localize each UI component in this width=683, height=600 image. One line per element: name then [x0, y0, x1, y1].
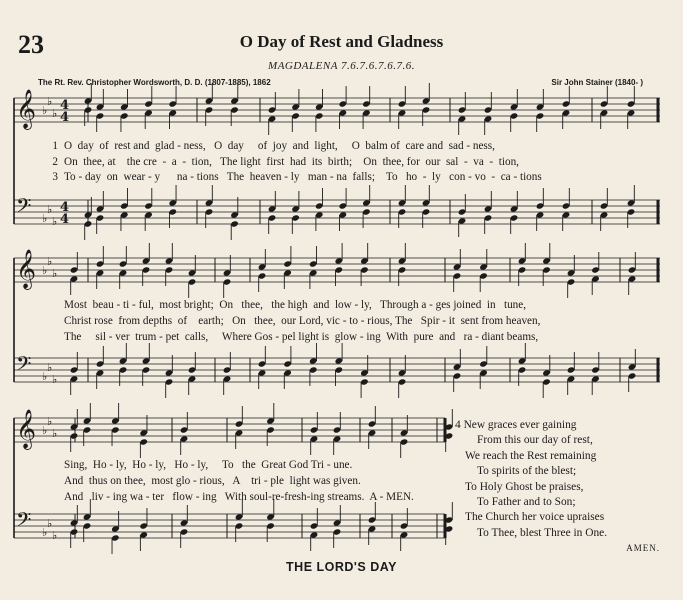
lyric-text: Christ rose from depths of earth; On thee, our Lord, vic - to - rious, The Spir - it sent from heaven,: [64, 315, 541, 327]
time-signature-bottom: 4: [60, 110, 70, 125]
stanza-line: The Church her voice upraises: [465, 511, 605, 524]
flat-sign: ♭: [47, 95, 53, 108]
clef-symbol: 𝄢: [16, 352, 32, 380]
flat-sign: ♭: [47, 517, 53, 530]
lyric-text: On thee, at the cre - a - tion, The light first had its birth; On thee, for our sal - va - tion,: [64, 156, 519, 168]
clef-symbol: 𝄢: [16, 508, 32, 536]
stanza-line: We reach the Rest remaining: [465, 449, 597, 462]
lyric-line: [40, 172, 660, 183]
verse-number: 1: [52, 140, 58, 152]
stanza-line: To Thee, blest Three in One.: [477, 526, 608, 539]
author-credit: The Rt. Rev. Christopher Wordsworth, D. D. (1807-1885), 1862: [38, 78, 271, 87]
flat-sign: ♭: [47, 255, 53, 268]
lyric-line: [40, 332, 660, 343]
stanza-four: [455, 418, 670, 557]
amen-label: AMEN.: [626, 543, 660, 554]
lyric-line: [40, 141, 660, 152]
clef-symbol: 𝄢: [16, 194, 32, 222]
composer-credit: Sir John Stainer (1840- ): [551, 78, 643, 87]
hymn-title: O Day of Rest and Gladness: [239, 32, 444, 51]
lyric-line: [40, 300, 660, 311]
time-signature-top: 4: [60, 98, 70, 113]
flat-sign: ♭: [52, 215, 58, 228]
section-title: THE LORD'S DAY: [286, 560, 397, 574]
stanza-line: To Holy Ghost be praises,: [465, 480, 584, 493]
flat-sign: ♭: [42, 370, 48, 383]
flat-sign: ♭: [42, 264, 48, 277]
stanza-line: From this our day of rest,: [477, 434, 593, 447]
flat-sign: ♭: [42, 526, 48, 539]
flat-sign: ♭: [47, 415, 53, 428]
time-signature-top: 4: [60, 200, 70, 215]
verse-number: 3: [52, 171, 58, 183]
lyric-text: To - day on wear - y na - tions The heaven - ly man - na falls; To ho - ly con - vo - ca - tions: [64, 171, 542, 183]
flat-sign: ♭: [52, 373, 58, 386]
flat-sign: ♭: [47, 361, 53, 374]
lyric-line: [40, 157, 660, 168]
lyric-text: O day of rest and glad - ness, O day of joy and light, O balm of care and sad - ness,: [64, 140, 495, 152]
clef-symbol: 𝄞: [16, 249, 37, 289]
lyric-text: Most beau - ti - ful, most bright; On thee, the high and low - ly, Through a - ges joined in tune,: [64, 299, 527, 311]
lyric-text: And liv - ing wa - ter flow - ing With soul-re-fresh-ing streams. A - MEN.: [64, 491, 414, 503]
time-signature-bottom: 4: [60, 212, 70, 227]
flat-sign: ♭: [47, 203, 53, 216]
flat-sign: ♭: [52, 529, 58, 542]
tune-name: MAGDALENA 7.6.7.6.7.6.7.6.: [268, 60, 415, 72]
hymn-number: 23: [18, 30, 44, 59]
stanza-line: To Father and to Son;: [477, 496, 576, 509]
flat-sign: ♭: [52, 427, 58, 440]
lyric-text: The sil - ver trum - pet calls, Where Gos - pel light is glow - ing With pure and ra - diant beams,: [64, 331, 539, 343]
flat-sign: ♭: [42, 424, 48, 437]
clef-symbol: 𝄞: [16, 89, 37, 129]
flat-sign: ♭: [52, 267, 58, 280]
clef-symbol: 𝄞: [16, 409, 37, 449]
lyric-text: And thus on thee, most glo - rious, A tri - ple light was given.: [64, 475, 361, 487]
verse-number: 4: [455, 419, 461, 431]
flat-sign: ♭: [42, 212, 48, 225]
flat-sign: ♭: [52, 107, 58, 120]
stanza-line: To spirits of the blest;: [477, 465, 577, 478]
lyric-text: Sing, Ho - ly, Ho - ly, Ho - ly, To the Great God Tri - une.: [64, 459, 353, 471]
flat-sign: ♭: [42, 104, 48, 117]
verse-number: 2: [52, 156, 58, 168]
lyric-line: [40, 316, 660, 327]
stanza-line: 4 New graces ever gaining: [455, 419, 577, 431]
